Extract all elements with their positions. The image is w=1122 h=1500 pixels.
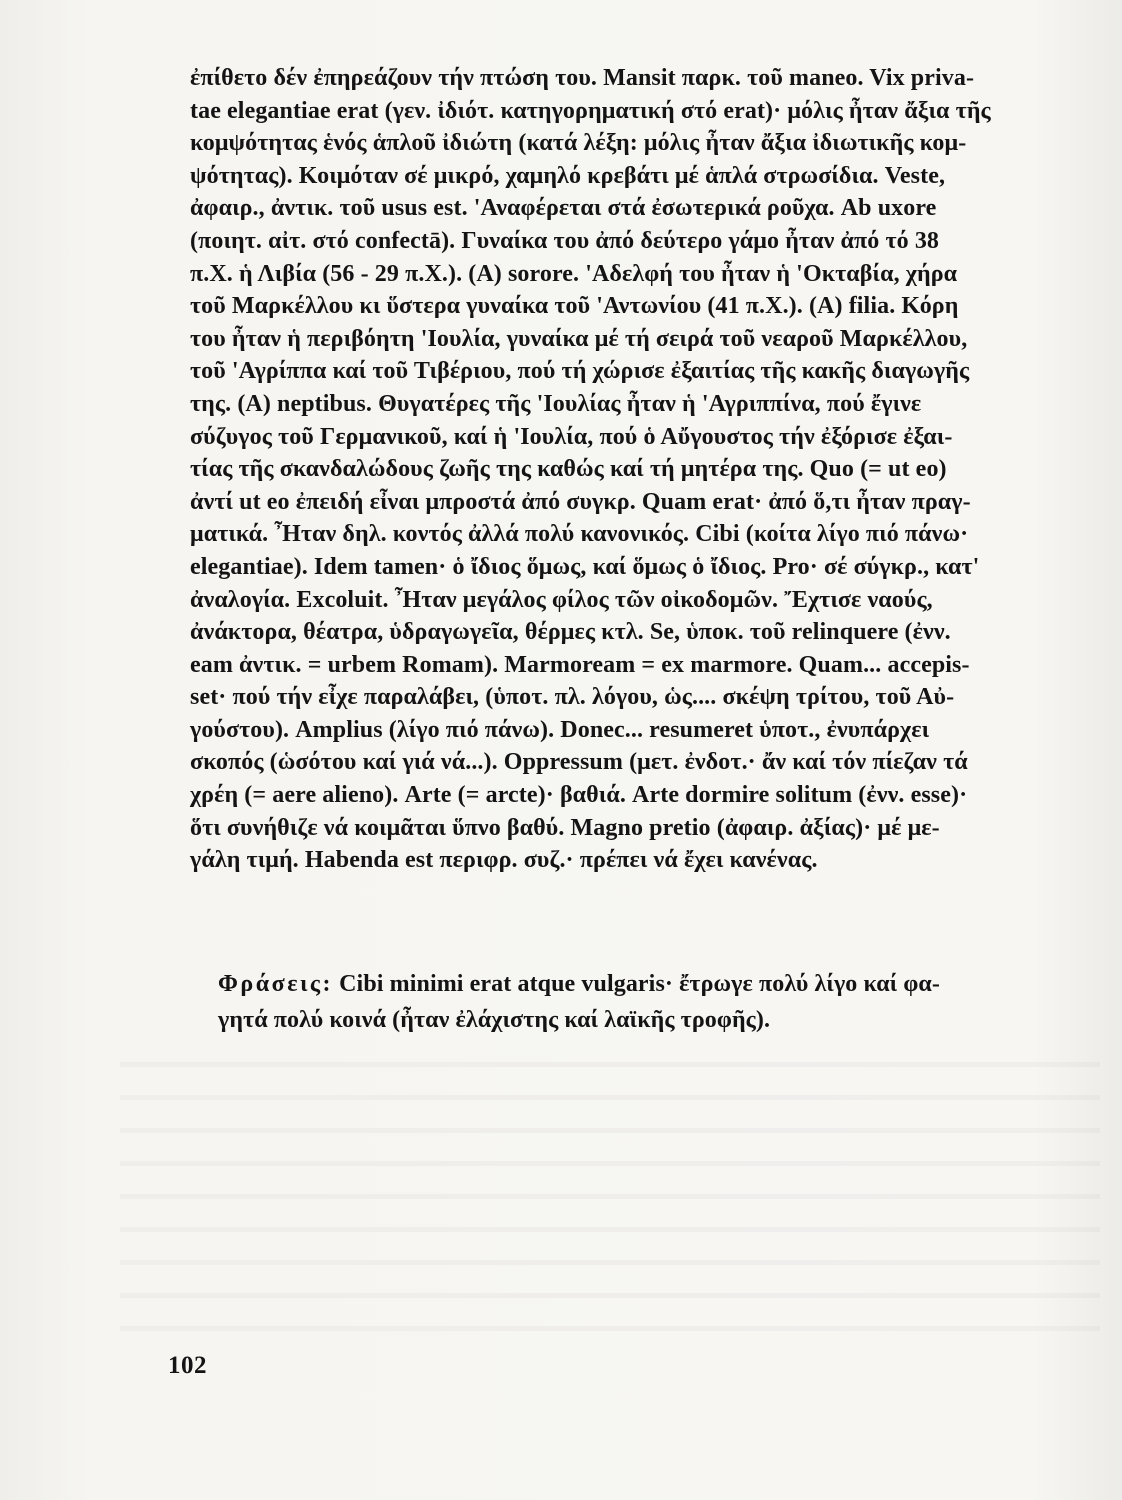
- text-line: tae elegantiae erat (γεν. ἰδιότ. κατηγορηματική στό erat)· μόλις ἦταν ἄξια τῆς: [190, 97, 991, 124]
- text-line: κομψότητας ἑνός ἁπλοῦ ἰδιώτη (κατά λέξη: μόλις ἦταν ἄξια ἰδιωτικῆς κομ-: [190, 130, 967, 157]
- phrases-line: γητά πολύ κοινά (ἦταν ἐλάχιστης καί λαϊκῆς τροφῆς).: [218, 1007, 771, 1033]
- text-line: ἀφαιρ., ἀντικ. τοῦ usus est. 'Αναφέρεται στά ἐσωτερικά ροῦχα. Ab uxore: [190, 195, 937, 222]
- text-line: σκοπός (ὡσότου καί γιά νά...). Oppressum (μετ. ἐνδοτ.· ἄν καί τόν πίεζαν τά: [190, 749, 968, 776]
- text-line: set· πού τήν εἶχε παραλάβει, (ὑποτ. πλ. λόγου, ὡς.... σκέψη τρίτου, τοῦ Αὐ-: [190, 684, 955, 711]
- text-line: γούστου). Amplius (λίγο πιό πάνω). Donec... resumeret ὑποτ., ἐνυπάρχει: [190, 716, 930, 743]
- text-line: eam ἀντικ. = urbem Romam). Marmoream = ex marmore. Quam... accepis-: [190, 651, 970, 678]
- text-line: elegantiae). Idem tamen· ὁ ἴδιος ὅμως, καί ὅμως ὁ ἴδιος. Pro· σέ σύγκρ., κατ': [190, 553, 980, 580]
- phrases-text: Cibi minimi erat atque vulgaris· ἔτρωγε πολύ λίγο καί φα-: [333, 971, 941, 997]
- text-line: χρέη (= aere alieno). Arte (= arcte)· βαθιά. Arte dormire solitum (ἐνν. esse)·: [190, 782, 968, 809]
- text-line: σύζυγος τοῦ Γερμανικοῦ, καί ἡ 'Ιουλία, πού ὁ Αὔγουστος τήν ἐξόρισε ἐξαι-: [190, 423, 953, 450]
- text-line: ὅτι συνήθιζε νά κοιμᾶται ὕπνο βαθύ. Magno pretio (ἀφαιρ. ἀξίας)· μέ με-: [190, 814, 940, 841]
- text-line: τοῦ 'Αγρίππα καί τοῦ Τιβέριου, πού τή χώρισε ἐξαιτίας τῆς κακῆς διαγωγῆς: [190, 358, 970, 385]
- text-line: της. (A) neptibus. Θυγατέρες τῆς 'Ιουλίας ἦταν ἡ 'Αγριππίνα, πού ἔγινε: [190, 390, 922, 417]
- text-line: τοῦ Μαρκέλλου κι ὕστερα γυναίκα τοῦ 'Αντωνίου (41 π.Χ.). (A) filia. Κόρη: [190, 293, 959, 320]
- text-line: ματικά. Ἦταν δηλ. κοντός ἀλλά πολύ κανονικός. Cibi (κοίτα λίγο πιό πάνω·: [190, 521, 969, 548]
- text-line: (ποιητ. αἰτ. στό confectā). Γυναίκα του ἀπό δεύτερο γάμο ἦταν ἀπό τό 38: [190, 227, 940, 254]
- text-line: γάλη τιμή. Habenda est περιφρ. συζ.· πρέπει νά ἔχει κανένας.: [190, 847, 818, 874]
- text-line: ἐπίθετο δέν ἐπηρεάζουν τήν πτώση του. Mansit παρκ. τοῦ maneo. Vix priva-: [190, 65, 975, 91]
- phrases-line: [218, 966, 1118, 1002]
- show-through-texture: [120, 1040, 1100, 1340]
- phrases-label: Φράσεις:: [218, 971, 334, 997]
- text-line: του ἦταν ἡ περιβόητη 'Ιουλία, γυναίκα μέ τή σειρά τοῦ νεαροῦ Μαρκέλλου,: [190, 325, 968, 352]
- text-line: π.Χ. ἡ Λιβία (56 - 29 π.Χ.). (A) sorore. 'Αδελφή του ἦταν ἡ 'Οκταβία, χήρα: [190, 260, 958, 287]
- text-line: ἀνάκτορα, θέατρα, ὑδραγωγεῖα, θέρμες κτλ. Se, ὑποκ. τοῦ relinquere (ἐνν.: [190, 619, 951, 646]
- text-line: ψότητας). Κοιμόταν σέ μικρό, χαμηλό κρεβάτι μέ ἁπλά στρωσίδια. Veste,: [190, 162, 946, 189]
- phrases-section: [218, 966, 1118, 1038]
- text-line: τίας τῆς σκανδαλώδους ζωῆς της καθώς καί τή μητέρα της. Quo (= ut eo): [190, 456, 947, 483]
- commentary-text: [190, 62, 1120, 877]
- page-number: 102: [168, 1352, 207, 1379]
- text-line: ἀναλογία. Excoluit. Ἦταν μεγάλος φίλος τῶν οἰκοδομῶν. Ἔχτισε ναούς,: [190, 586, 933, 613]
- text-line: ἀντί ut eo ἐπειδή εἶναι μπροστά ἀπό συγκρ. Quam erat· ἀπό ὅ,τι ἦταν πραγ-: [190, 488, 971, 515]
